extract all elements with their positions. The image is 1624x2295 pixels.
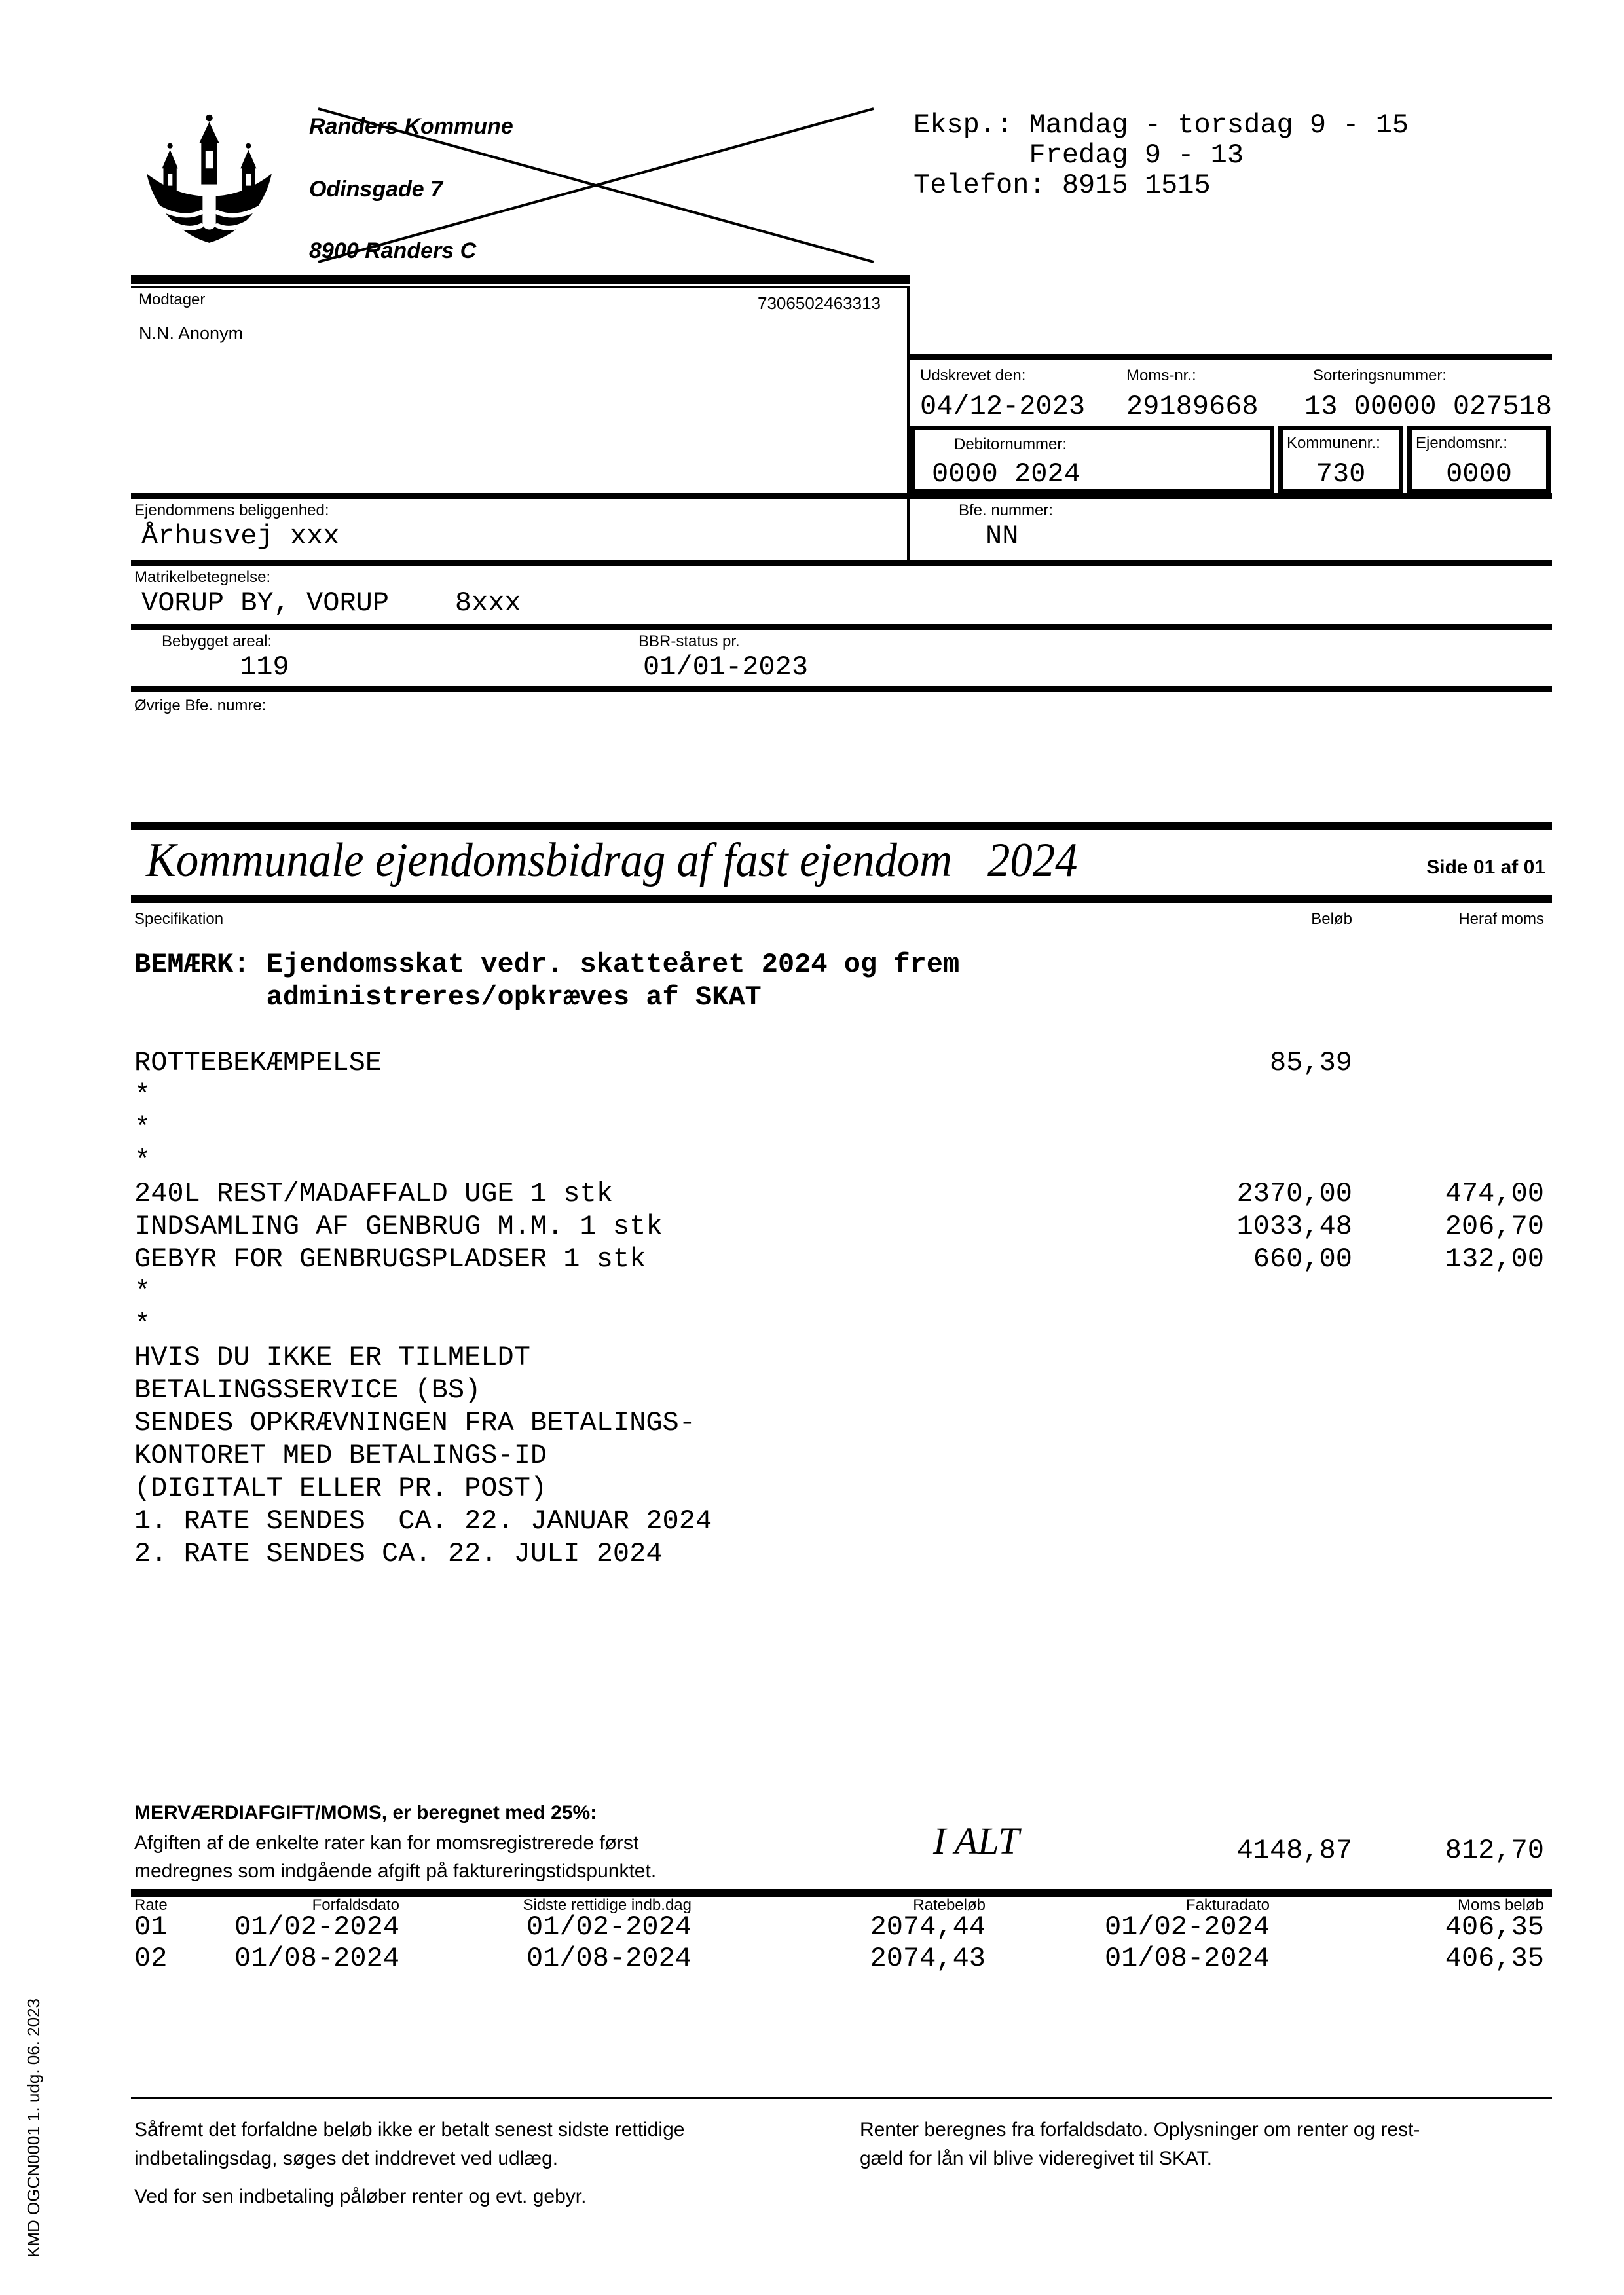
property-no-box xyxy=(1407,426,1551,494)
debtor-number-label: Debitornummer: xyxy=(954,435,1067,453)
office-hours xyxy=(913,110,1409,200)
recipient-name: N.N. Anonym xyxy=(139,323,244,343)
spec-line xyxy=(0,1082,1624,1114)
total-label: I ALT xyxy=(933,1820,1020,1862)
recipient-top-thinline xyxy=(131,286,910,288)
vat-note-heading: MERVÆRDIAFGIFT/MOMS, er beregnet med 25%: xyxy=(134,1802,597,1824)
spec-line xyxy=(0,1344,1624,1376)
spec-line-amount: 85,39 xyxy=(1269,1047,1352,1078)
rate-row xyxy=(0,1945,1624,1976)
spec-line xyxy=(0,1507,1624,1540)
spec-line-vat: 132,00 xyxy=(1445,1243,1544,1275)
rate-row xyxy=(0,1913,1624,1945)
spec-line-amount: 1033,48 xyxy=(1236,1211,1352,1242)
spec-line xyxy=(0,1278,1624,1311)
spec-line xyxy=(0,1147,1624,1180)
vat-note-line2: medregnes som indgående afgift på faktureringstidspunktet. xyxy=(134,1860,657,1882)
spec-line-text: * xyxy=(134,1080,151,1111)
spec-line xyxy=(0,983,1624,1016)
spec-line xyxy=(0,1114,1624,1147)
debtor-number-box xyxy=(910,426,1274,494)
printed-date-label: Udskrevet den: xyxy=(920,367,1026,384)
municipality-no-value: 730 xyxy=(1316,458,1366,490)
crossout-x-mark xyxy=(314,103,877,267)
form-code: KMD OGCN0001 1. udg. 06. 2023 xyxy=(24,1998,43,2258)
divider-line-1 xyxy=(131,493,1552,499)
divider-line-3 xyxy=(131,624,1552,630)
rate-cell: 01/02-2024 xyxy=(234,1911,399,1943)
bfe-number-value: NN xyxy=(986,521,1019,552)
spec-column-header: Specifikation xyxy=(134,910,224,928)
debtor-number-value: 0000 2024 xyxy=(932,458,1080,490)
recipient-top-bar xyxy=(131,275,910,284)
rate-cell: 406,35 xyxy=(1445,1911,1544,1943)
sort-no-value: 13 00000 027518 xyxy=(1304,391,1553,422)
bfe-number-label: Bfe. nummer: xyxy=(959,502,1054,519)
spec-line-text: * xyxy=(134,1276,151,1308)
rate-cell: 2074,43 xyxy=(870,1943,986,1974)
property-no-value: 0000 xyxy=(1446,458,1512,490)
spec-line-text: * xyxy=(134,1309,151,1340)
property-no-label: Ejendomsnr.: xyxy=(1416,434,1508,452)
spec-line-text: ROTTEBEKÆMPELSE xyxy=(134,1047,382,1078)
sender-city: 8900 Randers C xyxy=(309,238,477,263)
recipient-ref-number: 7306502463313 xyxy=(758,293,881,313)
title-top-rule xyxy=(131,822,1552,830)
rate-header-invoicedate: Fakturadato xyxy=(1185,1896,1270,1914)
footer-left-line3: Ved for sen indbetaling påløber renter og evt. gebyr. xyxy=(134,2186,587,2207)
spec-line-text: 1. RATE SENDES CA. 22. JANUAR 2024 xyxy=(134,1505,712,1537)
bbr-status-value: 01/01-2023 xyxy=(643,652,809,683)
total-amount: 4148,87 xyxy=(1236,1835,1352,1866)
spec-line-text: * xyxy=(134,1112,151,1144)
rate-header-duedate: Forfaldsdato xyxy=(312,1896,399,1914)
spec-line xyxy=(0,1409,1624,1442)
footer-rule xyxy=(131,2097,1552,2099)
municipality-logo-icon xyxy=(143,113,276,251)
spec-line xyxy=(0,1311,1624,1344)
rate-cell: 406,35 xyxy=(1445,1943,1544,1974)
office-hours-line2: Fredag 9 - 13 xyxy=(913,139,1244,171)
footer-left-line1: Såfremt det forfaldne beløb ikke er betalt senest sidste rettidige xyxy=(134,2119,685,2140)
rate-header-rate: Rate xyxy=(134,1896,168,1914)
spec-line xyxy=(0,1540,1624,1573)
vat-column-header: Heraf moms xyxy=(1458,910,1544,928)
rate-header-lastpayday: Sidste rettidige indb.dag xyxy=(523,1896,692,1914)
divider-line-4 xyxy=(131,686,1552,692)
spec-line xyxy=(0,951,1624,983)
spec-line-text: 2. RATE SENDES CA. 22. JULI 2024 xyxy=(134,1538,663,1570)
footer-right-line2: gæld for lån vil blive videregivet til SKAT. xyxy=(860,2148,1213,2169)
vat-no-label: Moms-nr.: xyxy=(1126,367,1196,384)
rate-cell: 2074,44 xyxy=(870,1911,986,1943)
spec-line-text: INDSAMLING AF GENBRUG M.M. 1 stk xyxy=(134,1211,663,1242)
property-location-value: Århusvej xxx xyxy=(141,521,340,552)
cadastral-label: Matrikelbetegnelse: xyxy=(134,568,271,586)
spec-line xyxy=(0,1245,1624,1278)
sender-street: Odinsgade 7 xyxy=(309,177,443,202)
spec-line xyxy=(0,1016,1624,1049)
spec-line xyxy=(0,1049,1624,1082)
spec-line-text: BEMÆRK: Ejendomsskat vedr. skatteåret 2024 og frem xyxy=(134,949,960,980)
spec-line-text: administreres/opkræves af SKAT xyxy=(134,982,762,1013)
document-title-year: 2024 xyxy=(987,834,1078,887)
document-title-text: Kommunale ejendomsbidrag af fast ejendom xyxy=(146,834,953,887)
page-number: Side 01 af 01 xyxy=(1426,856,1545,878)
other-bfe-label: Øvrige Bfe. numre: xyxy=(134,697,267,714)
printed-date-value: 04/12-2023 xyxy=(920,391,1086,422)
rate-cell: 01/08-2024 xyxy=(526,1943,692,1974)
rate-cell: 01/02-2024 xyxy=(1104,1911,1270,1943)
spec-line-amount: 2370,00 xyxy=(1236,1178,1352,1209)
spec-lines xyxy=(0,951,1624,1573)
rate-cell: 02 xyxy=(134,1943,168,1974)
spec-line-text: * xyxy=(134,1145,151,1177)
cadastral-value: VORUP BY, VORUP 8xxx xyxy=(141,587,521,619)
spec-line-text: HVIS DU IKKE ER TILMELDT xyxy=(134,1342,530,1373)
rate-header-amount: Ratebeløb xyxy=(913,1896,986,1914)
spec-line xyxy=(0,1475,1624,1507)
total-vat: 812,70 xyxy=(1445,1835,1544,1866)
bbr-status-label: BBR-status pr. xyxy=(638,633,740,650)
divider-line-2 xyxy=(131,560,1552,566)
rate-cell: 01/02-2024 xyxy=(526,1911,692,1943)
rate-rows xyxy=(0,1913,1624,1976)
spec-line-vat: 474,00 xyxy=(1445,1178,1544,1209)
title-bottom-rule xyxy=(131,895,1552,903)
spec-line-text: SENDES OPKRÆVNINGEN FRA BETALINGS- xyxy=(134,1407,695,1439)
municipality-no-label: Kommunenr.: xyxy=(1287,434,1380,452)
footer-left-line2: indbetalingsdag, søges det inddrevet ved udlæg. xyxy=(134,2148,559,2169)
spec-line xyxy=(0,1376,1624,1409)
rate-cell: 01 xyxy=(134,1911,168,1943)
spec-line-amount: 660,00 xyxy=(1253,1243,1352,1275)
municipality-no-box xyxy=(1278,426,1403,494)
spec-line xyxy=(0,1213,1624,1245)
document-title xyxy=(146,833,1078,889)
spec-line xyxy=(0,1442,1624,1475)
spec-line-text: BETALINGSSERVICE (BS) xyxy=(134,1374,481,1406)
spec-line xyxy=(0,1180,1624,1213)
spec-line-text: (DIGITALT ELLER PR. POST) xyxy=(134,1473,547,1504)
built-area-value: 119 xyxy=(240,652,289,683)
vat-no-value: 29189668 xyxy=(1126,391,1259,422)
office-hours-line1: Eksp.: Mandag - torsdag 9 - 15 xyxy=(913,109,1409,141)
spec-line-text: GEBYR FOR GENBRUGSPLADSER 1 stk xyxy=(134,1243,646,1275)
sender-name: Randers Kommune xyxy=(309,114,513,139)
spec-line-text: 240L REST/MADAFFALD UGE 1 stk xyxy=(134,1178,613,1209)
office-phone: Telefon: 8915 1515 xyxy=(913,170,1211,201)
recipient-right-divider xyxy=(907,286,910,561)
rate-header-vat: Moms beløb xyxy=(1457,1896,1544,1914)
property-location-label: Ejendommens beliggenhed: xyxy=(134,502,329,519)
rate-cell: 01/08-2024 xyxy=(234,1943,399,1974)
meta-top-bar xyxy=(907,354,1552,360)
rate-cell: 01/08-2024 xyxy=(1104,1943,1270,1974)
vat-note-line1: Afgiften af de enkelte rater kan for momsregistrerede først xyxy=(134,1832,639,1854)
spec-line-text: KONTORET MED BETALINGS-ID xyxy=(134,1440,547,1471)
built-area-label: Bebygget areal: xyxy=(162,633,272,650)
sort-no-label: Sorteringsnummer: xyxy=(1313,367,1447,384)
recipient-label: Modtager xyxy=(139,291,206,308)
spec-line-vat: 206,70 xyxy=(1445,1211,1544,1242)
amount-column-header: Beløb xyxy=(1311,910,1352,928)
footer-right-line1: Renter beregnes fra forfaldsdato. Oplysninger om renter og rest- xyxy=(860,2119,1420,2140)
